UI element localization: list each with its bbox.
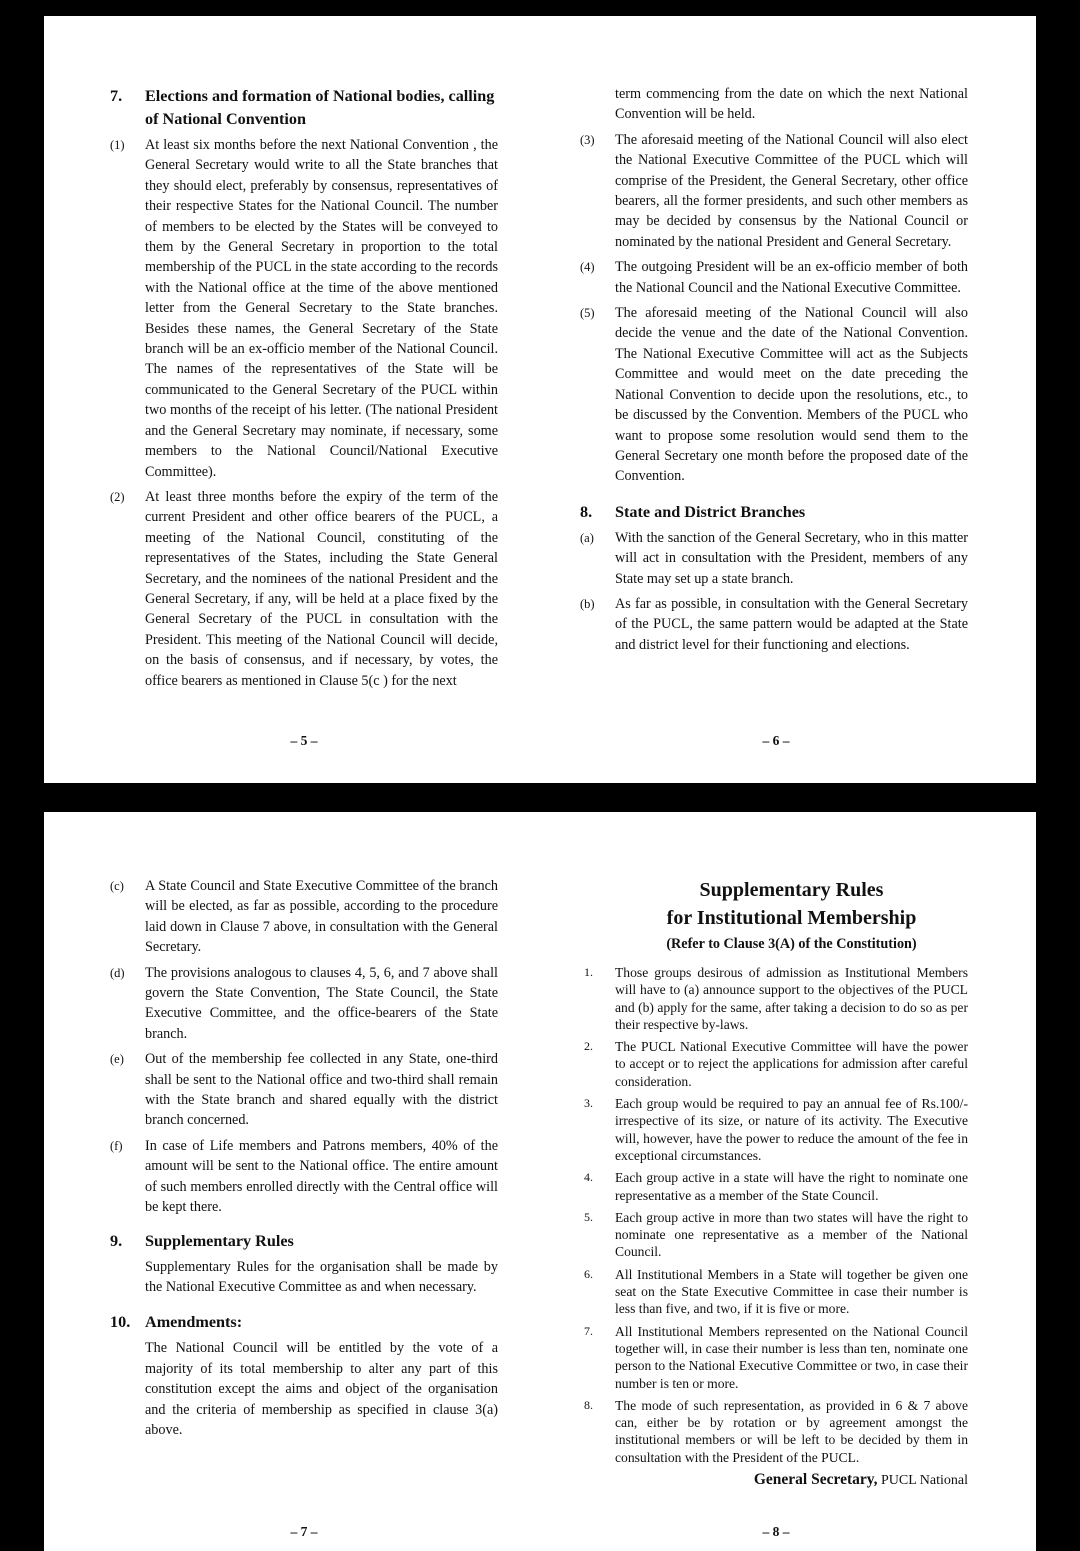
clause-8-c — [110, 876, 498, 958]
clause-number: (c) — [110, 879, 124, 893]
section-title: State and District Branches — [615, 502, 806, 521]
section-10-heading — [110, 1311, 498, 1334]
rule-text: The PUCL National Executive Committee will have the power to accept or to reject the applications for admission after careful consideration. — [615, 1039, 968, 1089]
page-7-column — [110, 876, 498, 1445]
rule-item — [580, 1169, 968, 1204]
supplementary-title-line-1: Supplementary Rules — [699, 879, 884, 901]
page-number-7: – 7 – — [290, 1524, 318, 1539]
page-number-6: – 6 – — [762, 733, 790, 748]
section-8-heading — [580, 501, 968, 524]
rule-text: Those groups desirous of admission as Institutional Members will have to (a) announce support to the objectives of the PUCL and (b) apply for the same, after taking a decision to do so as per their respective by-laws. — [615, 965, 968, 1032]
clause-text: A State Council and State Executive Committee of the branch will be elected, as far as possible, according to the procedure laid down in Clause 7 above, in consultation with the General Secretary. — [145, 878, 498, 956]
clause-text: The aforesaid meeting of the National Council will also elect the National Executive Committee of the PUCL which will comprise of the President, the General Secretary, other office bearers, all the former presidents, and such other members as may be decided by consensus by the National Council or nominated by the national President and General Secretary. — [615, 131, 968, 250]
clause-8-d — [110, 963, 498, 1045]
rule-number: 1. — [584, 965, 593, 979]
rule-item — [580, 1095, 968, 1164]
clause-text: At least six months before the next National Convention , the General Secretary would write to all the State branches that they should elect, preferably by consensus, representatives of their respective States for the National Council. The number of members to be elected by the States will be conveyed to them by the General Secretary in proportion to the total membership of the PUCL in the state according to the records with the National office at the time of the above mentioned letter from the General Secretary to the State branches. Besides these names, the General Secretary of the State branch will be an ex-officio member of the National Council. The names of the representatives of the State will be communicated to the General Secretary of the PUCL within two months of the receipt of his letter. (The national President and the General Secretary may nominate, if necessary, some members to the National Council/National Executive Committee). — [145, 137, 498, 480]
rule-item — [580, 964, 968, 1033]
clause-number: (4) — [580, 260, 595, 275]
clause-text: The provisions analogous to clauses 4, 5, 6, and 7 above shall govern the State Convention, The State Council, the State Executive Committee, and the office-bearers of the State branch. — [145, 964, 498, 1042]
clause-number: (5) — [580, 306, 595, 321]
clause-7-2 — [110, 487, 498, 691]
clause-text: At least three months before the expiry of the term of the current President and other office bearers of the PUCL, a meeting of the National Council, constituting of the representatives of the States, including the State General Secretary, and the nominees of the national President and the General Secretary, if any, will be held at a place fixed by the General Secretary of the PUCL in consultation with the President. This meeting of the National Council will decide, on the basis of consensus, and if necessary, by votes, the office bearers as mentioned in Clause 5(c ) for the next — [145, 488, 498, 689]
rule-number: 2. — [584, 1039, 593, 1054]
section-title: Amendments: — [145, 1313, 243, 1332]
section-number: 9. — [110, 1231, 123, 1250]
rule-text: All Institutional Members represented on the National Council together will, in case their number is less than ten, nominate one person to the National Executive Committee or two, in case their number is ten or more. — [615, 1323, 968, 1391]
section-number: 10. — [110, 1313, 131, 1332]
rule-text: All Institutional Members in a State will together be given one seat on the State Executive Committee in case their number is less than five, and two, if it is five or more. — [615, 1266, 968, 1317]
rule-item — [580, 1266, 968, 1318]
page-sheet-top — [44, 16, 1036, 783]
clause-number: (a) — [580, 530, 594, 545]
signature-title: General Secretary, — [753, 1471, 878, 1489]
clause-number: (3) — [580, 132, 595, 147]
clause-8-a — [580, 528, 968, 589]
rule-number: 6. — [584, 1266, 593, 1281]
clause-text: In case of Life members and Patrons members, 40% of the amount will be sent to the National office. The entire amount of such members enrolled directly with the Central office will be kept there. — [145, 1137, 498, 1216]
rule-number: 4. — [584, 1170, 593, 1185]
clause-7-1 — [110, 135, 498, 482]
clause-number: (e) — [110, 1052, 124, 1067]
clause-text: The aforesaid meeting of the National Council will also decide the venue and the date of the National Convention. The National Executive Committee will act as the Subjects Committee and would meet on the date preceding the National Convention to decide upon the resolutions, etc., to be discussed by the Convention. Members of the PUCL who want to propose some resolution would send them to the General Secretary one month before the proposed date of the Convention. — [615, 305, 968, 485]
clause-text: Out of the membership fee collected in any State, one-third shall be sent to the National office and two-third shall remain with the State branch and shared equally with the district branch concerned. — [145, 1051, 498, 1129]
clause-number: (f) — [110, 1138, 123, 1153]
rule-text: Each group active in more than two states will have the right to nominate one representative as a member of the National Council. — [615, 1209, 968, 1260]
page-number-5: – 5 – — [290, 733, 318, 748]
signature-org: PUCL National — [877, 1473, 968, 1489]
clause-7-5 — [580, 303, 968, 487]
section-7-heading — [110, 85, 498, 131]
section-number: 7. — [110, 87, 123, 105]
rule-item — [580, 1038, 968, 1090]
clause-number: (2) — [110, 489, 125, 504]
supplementary-title-line-2: for Institutional Membership — [666, 907, 917, 929]
rule-text: The mode of such representation, as provided in 6 & 7 above can, either be by rotation or by agreement amongst the institutional members or will be left to be decided by them in consultation with the President of the PUCL. — [615, 1397, 968, 1465]
clause-8-f — [110, 1136, 498, 1218]
rule-number: 7. — [584, 1323, 593, 1338]
rule-item — [580, 1323, 968, 1392]
rule-text: Each group would be required to pay an annual fee of Rs.100/- irrespective of its size, or nature of its activity. The Executive will, however, have the power to reduce the amount of the fee in exceptional circumstances. — [615, 1096, 968, 1163]
section-title: Supplementary Rules — [145, 1231, 294, 1250]
rule-item — [580, 1397, 968, 1466]
section-10-text: The National Council will be entitled by the vote of a majority of its total membership to alter any part of this constitution except the aims and object of the organisation and the criteria of membership as specified in clause 3(a) above. — [145, 1340, 498, 1438]
section-title: Elections and formation of National bodies, calling of National Convention — [145, 87, 495, 128]
page-5-column — [110, 85, 498, 696]
clause-continuation: term commencing from the date on which the next National Convention will be held. — [615, 86, 968, 123]
clause-number: (d) — [110, 965, 125, 980]
rule-number: 5. — [584, 1209, 593, 1224]
rule-number: 3. — [584, 1096, 593, 1111]
section-9-heading — [110, 1230, 498, 1253]
clause-text: The outgoing President will be an ex-officio member of both the National Council and the National Executive Committee. — [615, 259, 968, 296]
page-8-column — [580, 876, 968, 1489]
section-number: 8. — [580, 502, 593, 521]
page-6-column — [580, 84, 968, 660]
clause-number: (b) — [580, 596, 595, 611]
clause-text: With the sanction of the General Secretary, who in this matter will act in consultation with the President, members of any State may set up a state branch. — [615, 529, 968, 587]
supplementary-reference: (Refer to Clause 3(A) of the Constitution) — [666, 936, 917, 952]
rule-text: Each group active in a state will have the right to nominate one representative as a member of the State Council. — [615, 1170, 968, 1203]
rule-number: 8. — [584, 1397, 593, 1412]
signature — [580, 1471, 968, 1489]
clause-text: As far as possible, in consultation with the General Secretary of the PUCL, the same pattern would be adapted at the State and district level for their functioning and elections. — [615, 595, 968, 653]
clause-7-3 — [580, 130, 968, 252]
clause-8-e — [110, 1049, 498, 1131]
clause-8-b — [580, 594, 968, 655]
page-number-8: – 8 – — [762, 1524, 790, 1539]
clause-number: (1) — [110, 138, 125, 152]
section-9-text: Supplementary Rules for the organisation shall be made by the National Executive Committee as and when necessary. — [145, 1258, 498, 1295]
page-sheet-bottom — [44, 812, 1036, 1551]
clause-7-4 — [580, 257, 968, 298]
rule-item — [580, 1209, 968, 1261]
